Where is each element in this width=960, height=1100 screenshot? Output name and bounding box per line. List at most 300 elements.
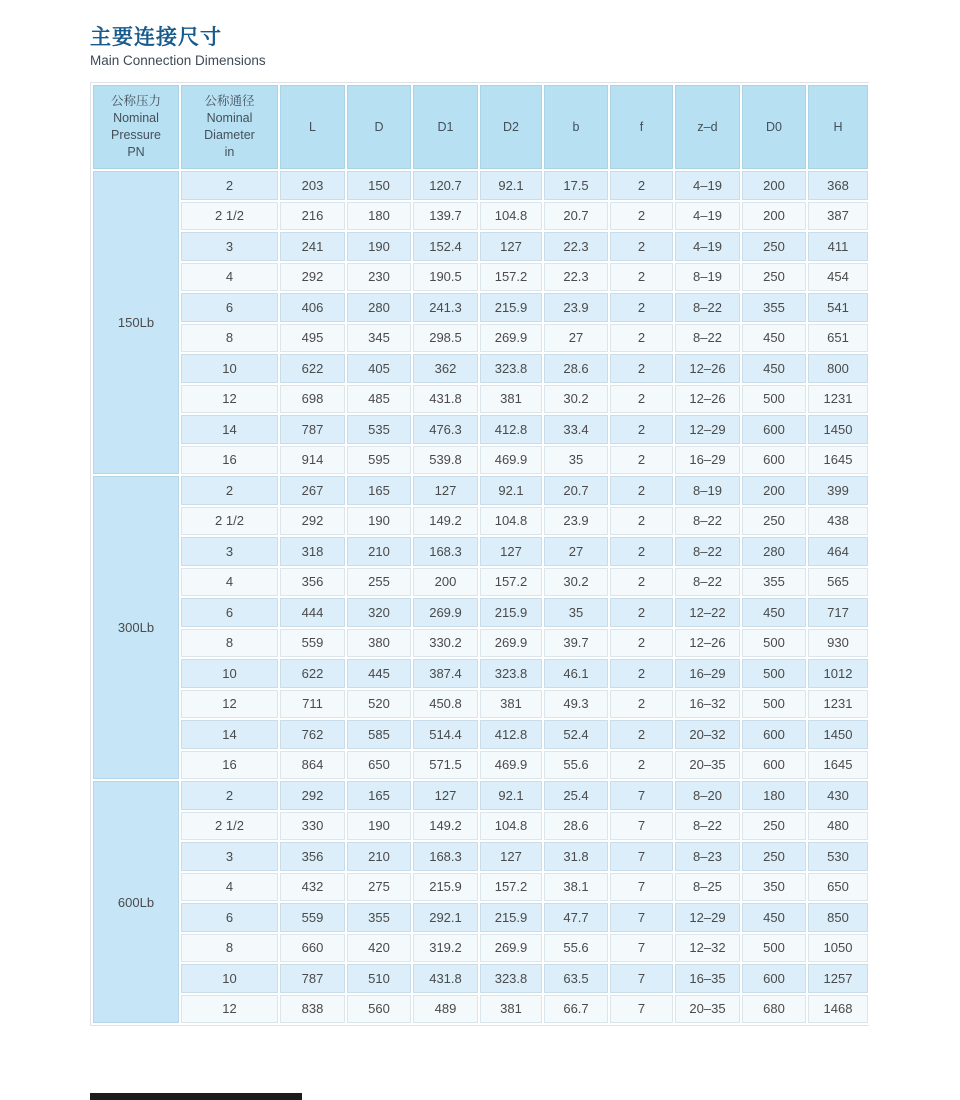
column-header-D2: D2 — [479, 84, 543, 170]
table-cell: 323.8 — [479, 658, 543, 689]
table-cell: 500 — [741, 628, 807, 659]
table-cell: 387.4 — [412, 658, 479, 689]
table-cell: 8–20 — [674, 780, 741, 811]
column-header-D0: D0 — [741, 84, 807, 170]
table-cell: 292 — [279, 262, 346, 293]
table-cell: 2 — [609, 262, 674, 293]
table-cell: 52.4 — [543, 719, 609, 750]
table-row — [92, 780, 869, 811]
table-cell: 6 — [180, 597, 279, 628]
table-cell: 12–26 — [674, 384, 741, 415]
table-cell: 6 — [180, 902, 279, 933]
table-cell: 120.7 — [412, 170, 479, 201]
table-cell: 356 — [279, 841, 346, 872]
table-cell: 250 — [741, 262, 807, 293]
table-cell: 200 — [741, 201, 807, 232]
pressure-group-cell: 150Lb — [92, 170, 180, 475]
table-cell: 8–22 — [674, 292, 741, 323]
table-cell: 622 — [279, 353, 346, 384]
table-cell: 319.2 — [412, 933, 479, 964]
table-cell: 2 — [609, 445, 674, 476]
table-cell: 469.9 — [479, 445, 543, 476]
table-row — [92, 872, 869, 903]
table-cell: 46.1 — [543, 658, 609, 689]
table-cell: 595 — [346, 445, 412, 476]
table-cell: 500 — [741, 658, 807, 689]
table-cell: 4–19 — [674, 201, 741, 232]
column-header-dn: 公称通径 Nominal Diameter in — [180, 84, 279, 170]
table-cell: 12–32 — [674, 933, 741, 964]
table-cell: 431.8 — [412, 384, 479, 415]
table-cell: 165 — [346, 780, 412, 811]
table-cell: 381 — [479, 994, 543, 1025]
table-row — [92, 414, 869, 445]
table-cell: 7 — [609, 811, 674, 842]
table-cell: 16–29 — [674, 658, 741, 689]
table-cell: 33.4 — [543, 414, 609, 445]
table-cell: 157.2 — [479, 567, 543, 598]
table-cell: 157.2 — [479, 872, 543, 903]
column-header-b: b — [543, 84, 609, 170]
table-cell: 500 — [741, 689, 807, 720]
table-cell: 4 — [180, 567, 279, 598]
table-cell: 12 — [180, 384, 279, 415]
table-cell: 92.1 — [479, 170, 543, 201]
table-cell: 292 — [279, 506, 346, 537]
table-cell: 330.2 — [412, 628, 479, 659]
table-cell: 318 — [279, 536, 346, 567]
table-cell: 651 — [807, 323, 869, 354]
table-cell: 269.9 — [479, 933, 543, 964]
table-cell: 600 — [741, 963, 807, 994]
table-cell: 7 — [609, 780, 674, 811]
table-cell: 541 — [807, 292, 869, 323]
table-cell: 168.3 — [412, 536, 479, 567]
table-cell: 2 — [180, 475, 279, 506]
table-cell: 680 — [741, 994, 807, 1025]
table-cell: 168.3 — [412, 841, 479, 872]
table-cell: 250 — [741, 231, 807, 262]
table-cell: 241.3 — [412, 292, 479, 323]
table-cell: 104.8 — [479, 811, 543, 842]
header-row — [92, 84, 869, 170]
table-cell: 55.6 — [543, 933, 609, 964]
table-row — [92, 597, 869, 628]
table-cell: 8–19 — [674, 262, 741, 293]
table-row — [92, 231, 869, 262]
table-cell: 530 — [807, 841, 869, 872]
page — [90, 26, 870, 1026]
table-cell: 914 — [279, 445, 346, 476]
column-header-D: D — [346, 84, 412, 170]
table-cell: 152.4 — [412, 231, 479, 262]
table-row — [92, 719, 869, 750]
table-cell: 200 — [741, 170, 807, 201]
table-cell: 450 — [741, 597, 807, 628]
table-cell: 469.9 — [479, 750, 543, 781]
table-cell: 23.9 — [543, 292, 609, 323]
table-cell: 406 — [279, 292, 346, 323]
table-cell: 4 — [180, 262, 279, 293]
table-cell: 22.3 — [543, 231, 609, 262]
table-cell: 190 — [346, 506, 412, 537]
table-cell: 2 — [180, 780, 279, 811]
table-cell: 622 — [279, 658, 346, 689]
table-row — [92, 628, 869, 659]
table-cell: 12–29 — [674, 414, 741, 445]
table-cell: 38.1 — [543, 872, 609, 903]
table-cell: 92.1 — [479, 780, 543, 811]
table-cell: 864 — [279, 750, 346, 781]
table-cell: 2 — [609, 353, 674, 384]
table-cell: 8 — [180, 933, 279, 964]
table-cell: 514.4 — [412, 719, 479, 750]
table-cell: 255 — [346, 567, 412, 598]
table-cell: 292 — [279, 780, 346, 811]
table-row — [92, 811, 869, 842]
page-title: 主要连接尺寸 — [90, 26, 222, 49]
table-cell: 650 — [346, 750, 412, 781]
table-cell: 2 — [609, 719, 674, 750]
table-cell: 355 — [346, 902, 412, 933]
table-cell: 600 — [741, 750, 807, 781]
table-cell: 698 — [279, 384, 346, 415]
table-cell: 411 — [807, 231, 869, 262]
table-cell: 63.5 — [543, 963, 609, 994]
table-cell: 450 — [741, 353, 807, 384]
table-cell: 8–22 — [674, 536, 741, 567]
table-cell: 2 — [609, 292, 674, 323]
table-cell: 210 — [346, 536, 412, 567]
table-cell: 4–19 — [674, 170, 741, 201]
table-cell: 1468 — [807, 994, 869, 1025]
table-cell: 27 — [543, 536, 609, 567]
table-body — [92, 170, 869, 1024]
table-cell: 165 — [346, 475, 412, 506]
table-cell: 323.8 — [479, 353, 543, 384]
table-cell: 16–35 — [674, 963, 741, 994]
table-cell: 510 — [346, 963, 412, 994]
table-row — [92, 445, 869, 476]
table-cell: 127 — [479, 841, 543, 872]
table-cell: 190.5 — [412, 262, 479, 293]
table-cell: 405 — [346, 353, 412, 384]
table-cell: 2 — [609, 384, 674, 415]
table-row — [92, 658, 869, 689]
table-cell: 1231 — [807, 384, 869, 415]
table-cell: 12–26 — [674, 628, 741, 659]
table-cell: 10 — [180, 658, 279, 689]
table-cell: 2 1/2 — [180, 201, 279, 232]
table-cell: 420 — [346, 933, 412, 964]
table-cell: 1050 — [807, 933, 869, 964]
table-cell: 1450 — [807, 719, 869, 750]
table-cell: 650 — [807, 872, 869, 903]
dimensions-table-wrapper — [90, 82, 869, 1026]
table-row — [92, 689, 869, 720]
table-cell: 2 1/2 — [180, 506, 279, 537]
table-cell: 4 — [180, 872, 279, 903]
table-cell: 560 — [346, 994, 412, 1025]
table-row — [92, 963, 869, 994]
table-cell: 838 — [279, 994, 346, 1025]
table-cell: 30.2 — [543, 384, 609, 415]
table-row — [92, 567, 869, 598]
table-cell: 450 — [741, 323, 807, 354]
table-cell: 2 — [609, 597, 674, 628]
table-cell: 190 — [346, 231, 412, 262]
table-cell: 380 — [346, 628, 412, 659]
table-cell: 150 — [346, 170, 412, 201]
table-cell: 2 — [609, 689, 674, 720]
table-cell: 480 — [807, 811, 869, 842]
table-row — [92, 323, 869, 354]
table-cell: 600 — [741, 414, 807, 445]
table-cell: 500 — [741, 933, 807, 964]
table-cell: 230 — [346, 262, 412, 293]
table-cell: 12–26 — [674, 353, 741, 384]
table-cell: 14 — [180, 719, 279, 750]
table-cell: 8–23 — [674, 841, 741, 872]
table-cell: 250 — [741, 506, 807, 537]
table-cell: 215.9 — [479, 902, 543, 933]
table-cell: 157.2 — [479, 262, 543, 293]
table-cell: 368 — [807, 170, 869, 201]
table-cell: 7 — [609, 872, 674, 903]
table-cell: 787 — [279, 414, 346, 445]
table-cell: 20–32 — [674, 719, 741, 750]
table-row — [92, 994, 869, 1025]
table-cell: 149.2 — [412, 811, 479, 842]
table-cell: 800 — [807, 353, 869, 384]
table-cell: 431.8 — [412, 963, 479, 994]
table-cell: 8–25 — [674, 872, 741, 903]
table-cell: 8–22 — [674, 506, 741, 537]
table-row — [92, 750, 869, 781]
table-cell: 660 — [279, 933, 346, 964]
table-cell: 8 — [180, 323, 279, 354]
table-cell: 559 — [279, 902, 346, 933]
table-cell: 2 — [609, 750, 674, 781]
table-cell: 762 — [279, 719, 346, 750]
table-cell: 2 — [609, 506, 674, 537]
table-cell: 16–32 — [674, 689, 741, 720]
table-cell: 16 — [180, 445, 279, 476]
table-cell: 450.8 — [412, 689, 479, 720]
table-row — [92, 170, 869, 201]
table-cell: 180 — [346, 201, 412, 232]
table-cell: 320 — [346, 597, 412, 628]
table-cell: 2 — [609, 567, 674, 598]
table-cell: 127 — [479, 231, 543, 262]
table-row — [92, 536, 869, 567]
table-row — [92, 353, 869, 384]
table-cell: 559 — [279, 628, 346, 659]
table-cell: 350 — [741, 872, 807, 903]
table-cell: 7 — [609, 902, 674, 933]
table-cell: 535 — [346, 414, 412, 445]
table-row — [92, 902, 869, 933]
table-cell: 500 — [741, 384, 807, 415]
table-cell: 930 — [807, 628, 869, 659]
table-row — [92, 262, 869, 293]
table-cell: 444 — [279, 597, 346, 628]
table-cell: 1450 — [807, 414, 869, 445]
table-cell: 7 — [609, 994, 674, 1025]
table-cell: 269.9 — [412, 597, 479, 628]
pressure-group-cell: 600Lb — [92, 780, 180, 1024]
table-cell: 7 — [609, 933, 674, 964]
column-header-f: f — [609, 84, 674, 170]
table-cell: 7 — [609, 841, 674, 872]
table-cell: 2 — [609, 475, 674, 506]
table-cell: 16–29 — [674, 445, 741, 476]
table-cell: 2 — [609, 628, 674, 659]
table-cell: 149.2 — [412, 506, 479, 537]
table-cell: 323.8 — [479, 963, 543, 994]
table-cell: 432 — [279, 872, 346, 903]
table-cell: 8–22 — [674, 323, 741, 354]
column-header-L: L — [279, 84, 346, 170]
table-cell: 8 — [180, 628, 279, 659]
table-cell: 20.7 — [543, 475, 609, 506]
table-cell: 180 — [741, 780, 807, 811]
table-cell: 35 — [543, 445, 609, 476]
table-cell: 7 — [609, 963, 674, 994]
table-cell: 464 — [807, 536, 869, 567]
table-cell: 250 — [741, 841, 807, 872]
table-cell: 92.1 — [479, 475, 543, 506]
table-cell: 280 — [346, 292, 412, 323]
column-header-zd: z–d — [674, 84, 741, 170]
table-cell: 210 — [346, 841, 412, 872]
table-cell: 381 — [479, 384, 543, 415]
table-cell: 489 — [412, 994, 479, 1025]
column-header-H: H — [807, 84, 869, 170]
table-cell: 330 — [279, 811, 346, 842]
table-cell: 190 — [346, 811, 412, 842]
table-cell: 292.1 — [412, 902, 479, 933]
table-cell: 250 — [741, 811, 807, 842]
table-cell: 2 — [609, 536, 674, 567]
table-cell: 127 — [412, 780, 479, 811]
table-cell: 362 — [412, 353, 479, 384]
table-cell: 2 — [180, 170, 279, 201]
table-cell: 27 — [543, 323, 609, 354]
table-cell: 31.8 — [543, 841, 609, 872]
table-cell: 267 — [279, 475, 346, 506]
table-cell: 520 — [346, 689, 412, 720]
table-cell: 127 — [412, 475, 479, 506]
table-cell: 66.7 — [543, 994, 609, 1025]
table-cell: 3 — [180, 841, 279, 872]
table-cell: 8–22 — [674, 811, 741, 842]
table-cell: 12–22 — [674, 597, 741, 628]
table-cell: 275 — [346, 872, 412, 903]
table-cell: 450 — [741, 902, 807, 933]
table-cell: 1231 — [807, 689, 869, 720]
table-cell: 565 — [807, 567, 869, 598]
table-cell: 412.8 — [479, 719, 543, 750]
table-header — [92, 84, 869, 170]
table-row — [92, 475, 869, 506]
table-cell: 25.4 — [543, 780, 609, 811]
dimensions-table — [91, 83, 870, 1025]
table-cell: 399 — [807, 475, 869, 506]
table-row — [92, 841, 869, 872]
table-cell: 49.3 — [543, 689, 609, 720]
table-cell: 8–22 — [674, 567, 741, 598]
table-cell: 711 — [279, 689, 346, 720]
table-cell: 3 — [180, 536, 279, 567]
table-cell: 438 — [807, 506, 869, 537]
table-cell: 6 — [180, 292, 279, 323]
table-cell: 280 — [741, 536, 807, 567]
table-cell: 600 — [741, 445, 807, 476]
table-cell: 12–29 — [674, 902, 741, 933]
table-cell: 2 — [609, 323, 674, 354]
table-cell: 39.7 — [543, 628, 609, 659]
table-cell: 10 — [180, 963, 279, 994]
table-cell: 2 — [609, 201, 674, 232]
table-cell: 23.9 — [543, 506, 609, 537]
table-cell: 200 — [741, 475, 807, 506]
column-header-D1: D1 — [412, 84, 479, 170]
table-cell: 476.3 — [412, 414, 479, 445]
table-cell: 127 — [479, 536, 543, 567]
table-row — [92, 384, 869, 415]
table-row — [92, 201, 869, 232]
table-cell: 387 — [807, 201, 869, 232]
page-bottom-partial-bar — [90, 1093, 302, 1100]
table-cell: 2 — [609, 170, 674, 201]
column-header-pn: 公称压力 Nominal Pressure PN — [92, 84, 180, 170]
table-cell: 787 — [279, 963, 346, 994]
table-cell: 381 — [479, 689, 543, 720]
table-cell: 4–19 — [674, 231, 741, 262]
table-cell: 12 — [180, 689, 279, 720]
table-cell: 20–35 — [674, 750, 741, 781]
table-cell: 355 — [741, 567, 807, 598]
table-cell: 571.5 — [412, 750, 479, 781]
table-row — [92, 292, 869, 323]
table-cell: 1257 — [807, 963, 869, 994]
table-row — [92, 506, 869, 537]
table-cell: 3 — [180, 231, 279, 262]
table-cell: 495 — [279, 323, 346, 354]
table-cell: 20–35 — [674, 994, 741, 1025]
table-cell: 200 — [412, 567, 479, 598]
table-cell: 104.8 — [479, 506, 543, 537]
table-cell: 17.5 — [543, 170, 609, 201]
table-cell: 355 — [741, 292, 807, 323]
table-cell: 55.6 — [543, 750, 609, 781]
table-cell: 445 — [346, 658, 412, 689]
table-cell: 28.6 — [543, 811, 609, 842]
table-cell: 485 — [346, 384, 412, 415]
table-cell: 30.2 — [543, 567, 609, 598]
table-cell: 454 — [807, 262, 869, 293]
table-cell: 216 — [279, 201, 346, 232]
table-cell: 20.7 — [543, 201, 609, 232]
table-cell: 16 — [180, 750, 279, 781]
table-cell: 1645 — [807, 445, 869, 476]
table-cell: 1645 — [807, 750, 869, 781]
table-cell: 139.7 — [412, 201, 479, 232]
table-cell: 104.8 — [479, 201, 543, 232]
table-cell: 215.9 — [479, 292, 543, 323]
table-cell: 1012 — [807, 658, 869, 689]
